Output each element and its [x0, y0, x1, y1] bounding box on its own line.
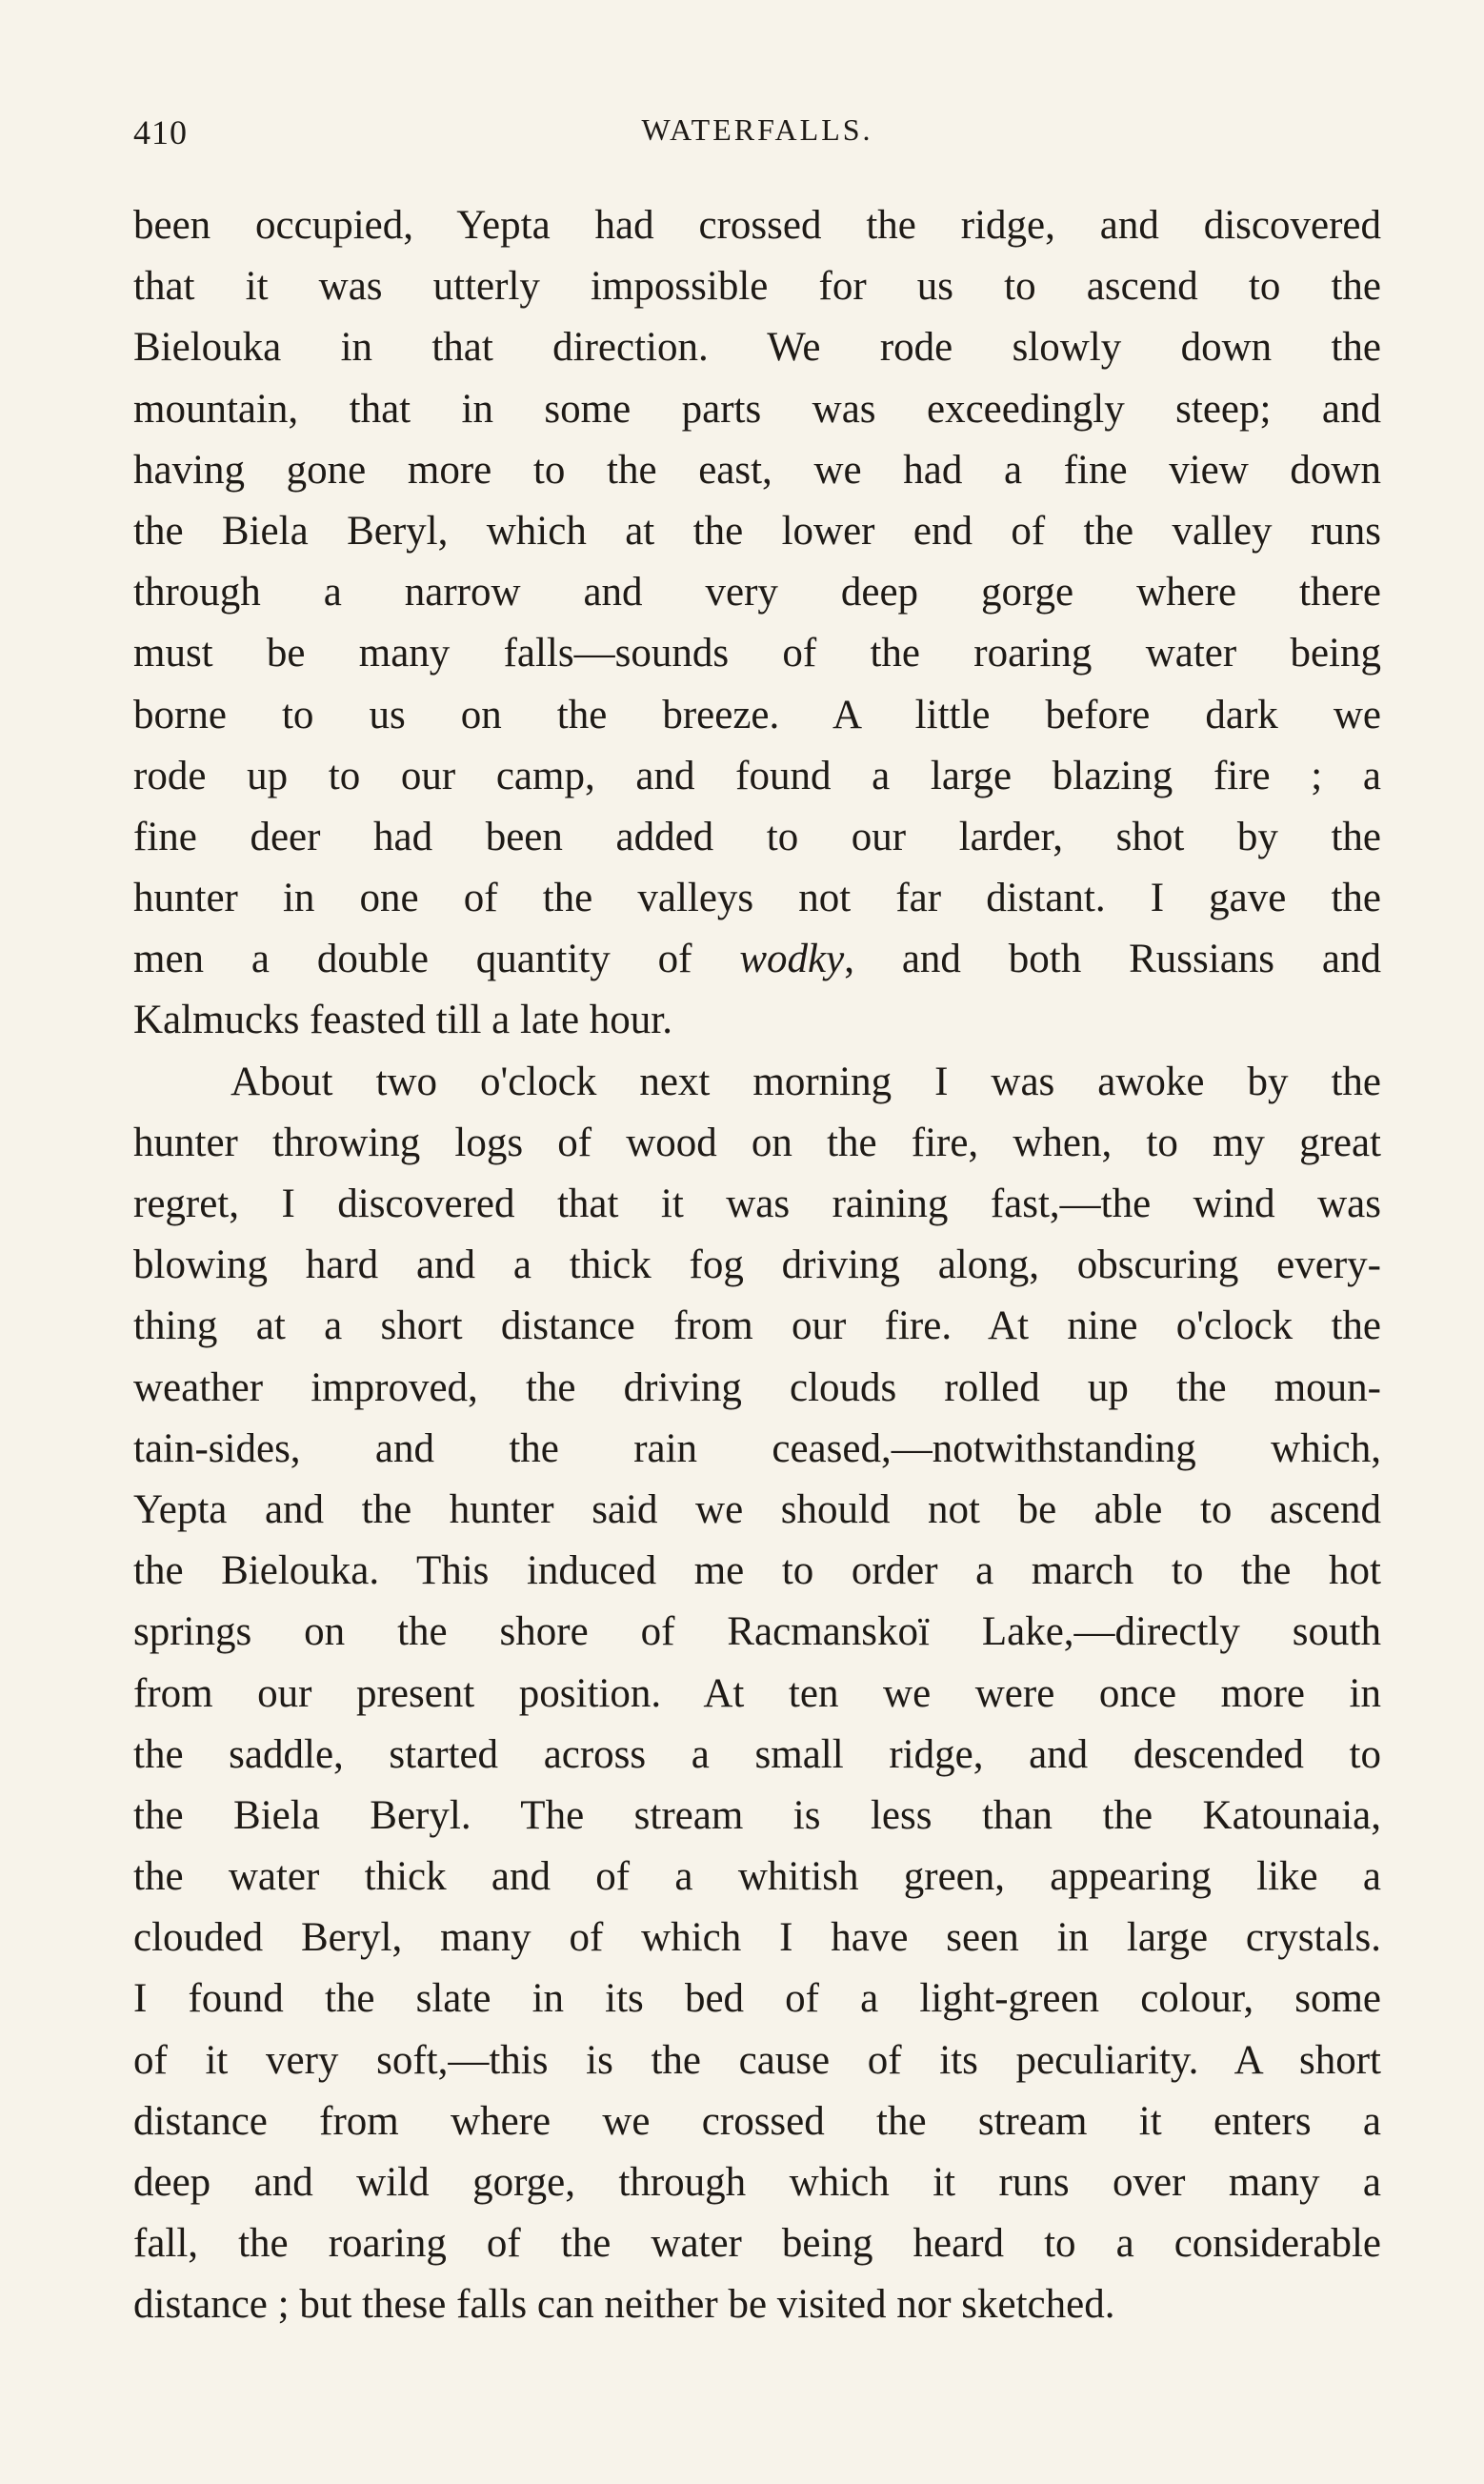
body-text [133, 195, 1381, 2336]
text-line: the water thick and of a whitish green, appearing like a [133, 1854, 1381, 1900]
text-line: having gone more to the east, we had a fine view down [133, 447, 1381, 493]
text-line: from our present position. At ten we were once more in [133, 1670, 1381, 1716]
text-line: fine deer had been added to our larder, shot by the [133, 814, 1381, 859]
text-line [133, 929, 1381, 990]
text-line: Yepta and the hunter said we should not be able to ascend [133, 1486, 1381, 1532]
text-line: thing at a short distance from our fire. At nine o'clock the [133, 1303, 1381, 1349]
text-line: fall, the roaring of the water being heard to a considerable [133, 2221, 1381, 2267]
text-line: that it was utterly impossible for us to ascend to the [133, 264, 1381, 310]
text-line: the Biela Beryl. The stream is less than the Katounaia, [133, 1792, 1381, 1838]
text-line: hunter in one of the valleys not far distant. I gave the [133, 876, 1381, 921]
text-line: hunter throwing logs of wood on the fire, when, to my great [133, 1120, 1381, 1165]
text-line: Kalmucks feasted till a late hour. [133, 998, 672, 1043]
text-line: weather improved, the driving clouds rolled up the moun- [133, 1364, 1381, 1410]
running-title: WATERFALLS. [641, 112, 873, 147]
text-line: distance from where we crossed the stream it enters a [133, 2098, 1381, 2144]
text-line: springs on the shore of Racmanskoï Lake,—directly south [133, 1609, 1381, 1655]
text-line: rode up to our camp, and found a large blazing fire ; a [133, 753, 1381, 798]
text-line: tain-sides, and the rain ceased,—notwithstanding which, [133, 1425, 1381, 1471]
text-line: been occupied, Yepta had crossed the ridge, and discovered [133, 203, 1381, 248]
text-line: must be many falls—sounds of the roaring water being [133, 631, 1381, 677]
text-line: blowing hard and a thick fog driving along, obscuring every- [133, 1242, 1381, 1288]
text-line: the Bielouka. This induced me to order a march to the hot [133, 1548, 1381, 1594]
text-line: About two o'clock next morning I was awoke by the [231, 1059, 1381, 1104]
text-line: of it very soft,—this is the cause of its peculiarity. A short [133, 2037, 1381, 2083]
paragraph-1 [133, 195, 1381, 1052]
text-segment: , and both Russians and [844, 937, 1381, 982]
paragraph-2 [133, 1052, 1381, 2336]
text-segment: men a double quantity of [133, 937, 692, 982]
text-line: clouded Beryl, many of which I have seen in large crystals. [133, 1915, 1381, 1961]
text-line: mountain, that in some parts was exceedingly steep; and [133, 386, 1381, 432]
text-line: deep and wild gorge, through which it runs over many a [133, 2160, 1381, 2205]
text-line: through a narrow and very deep gorge where there [133, 570, 1381, 616]
text-line: the saddle, started across a small ridge, and descended to [133, 1731, 1381, 1777]
text-line: distance ; but these falls can neither be visited nor sketched. [133, 2282, 1115, 2328]
text-line: Bielouka in that direction. We rode slowly down the [133, 325, 1381, 371]
italic-word: wodky [739, 937, 845, 982]
text-line: the Biela Beryl, which at the lower end of the valley runs [133, 508, 1381, 554]
text-line: regret, I discovered that it was raining fast,—the wind was [133, 1181, 1381, 1226]
page-header [133, 112, 1381, 160]
text-line: borne to us on the breeze. A little before dark we [133, 692, 1381, 737]
page-number: 410 [133, 113, 188, 151]
text-line: I found the slate in its bed of a light-green colour, some [133, 1976, 1381, 2022]
